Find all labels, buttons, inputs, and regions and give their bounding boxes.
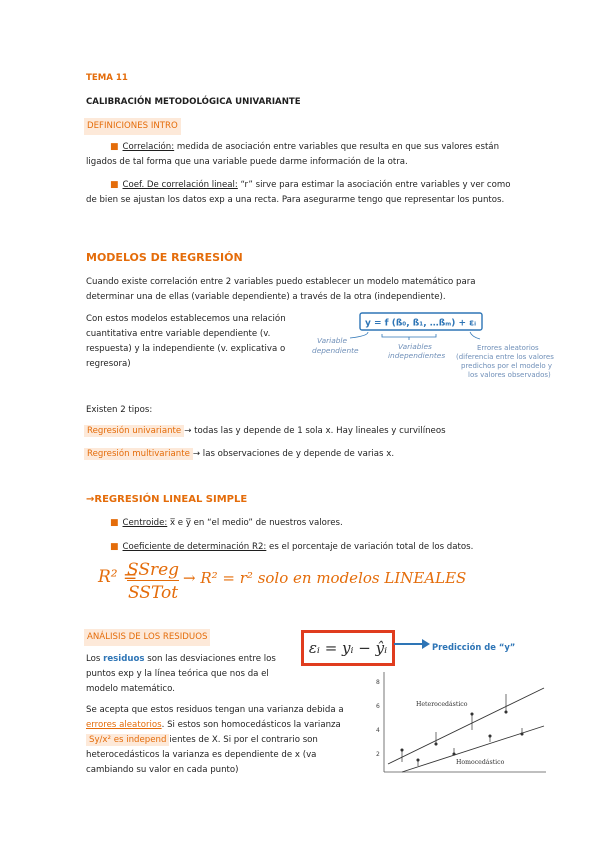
tipo-univariante: Regresión univariante → todas las y depende de 1 sola x. Hay lineales y curvilíneos bbox=[84, 424, 446, 439]
def-coef-correlacion: ■ Coef. De correlación lineal: “r” sirve para estimar la asociación entre variables y ver como de bien se ajustan los datos exp a una recta. Para asegurarme tengo que representar los puntos. bbox=[86, 180, 511, 205]
svg-text:Variable: Variable bbox=[317, 336, 348, 345]
residuos-heading: ANÁLISIS DE LOS RESIDUOS bbox=[84, 629, 210, 646]
handwritten-denominator: SSTot bbox=[127, 583, 179, 603]
plot-label-homo: Homocedástico bbox=[456, 759, 505, 766]
svg-text:dependiente: dependiente bbox=[312, 346, 359, 355]
page-title: CALIBRACIÓN METODOLÓGICA UNIVARIANTE bbox=[86, 97, 301, 107]
residuos-paragraph-2: Se acepta que estos residuos tengan una varianza debida a errores aleatorios. Si estos son homocedásticos la varianza Sy/x² es independ ientes de X. Si por el contrario son heterocedásticos la varianza es dependiente de x (va cambiando su valor en cada punto) bbox=[86, 705, 344, 775]
handwritten-r2-rhs: → R² = r² solo en modelos LINEALES bbox=[183, 569, 467, 587]
bullet-icon: ■ bbox=[110, 518, 119, 528]
modelos-paragraph-1: Cuando existe correlación entre 2 variables puedo establecer un modelo matemático para determinar una de ellas (variable dependiente) a través de la otra (independiente). bbox=[86, 277, 476, 302]
handwritten-numerator: SSreg bbox=[127, 560, 180, 580]
modelos-heading: MODELOS DE REGRESIÓN bbox=[86, 251, 243, 264]
tipos-intro: Existen 2 tipos: bbox=[86, 405, 153, 415]
svg-text:los valores observados): los valores observados) bbox=[468, 371, 551, 379]
plot-label-hetero: Heterocedástico bbox=[416, 701, 468, 708]
residual-plot bbox=[372, 668, 548, 776]
r2-item: ■ Coeficiente de determinación R2: es el porcentaje de variación total de los datos. bbox=[110, 542, 474, 552]
svg-text:4: 4 bbox=[376, 727, 380, 734]
svg-text:6: 6 bbox=[376, 703, 380, 710]
handwritten-r2-lhs: R² = bbox=[98, 567, 138, 587]
def-correlacion: ■ Correlación: medida de asociación entre variables que resulta en que sus valores están ligados de tal forma que una variable puede darme información de la otra. bbox=[86, 142, 500, 167]
model-formula-figure bbox=[310, 308, 570, 386]
bullet-icon: ■ bbox=[110, 142, 119, 152]
tema-label: TEMA 11 bbox=[86, 73, 128, 83]
lineal-heading: →REGRESIÓN LINEAL SIMPLE bbox=[86, 494, 248, 505]
definiciones-heading: DEFINICIONES INTRO bbox=[84, 118, 181, 135]
tipo-multivariante: Regresión multivariante → las observaciones de y depende de varias x. bbox=[84, 447, 394, 462]
bullet-icon: ■ bbox=[110, 542, 119, 552]
formula-equation: y = f (ß₀, ß₁, …ßₘ) + εᵢ bbox=[365, 318, 477, 329]
prediccion-label: Predicción de “y” bbox=[432, 642, 516, 652]
centroide-item: ■ Centroide: x̅ e y̅ en “el medio” de nuestros valores. bbox=[110, 518, 343, 528]
modelos-paragraph-2: Con estos modelos establecemos una relación cuantitativa entre variable dependiente (v. respuesta) y la independiente (v. explicativa o regresora) bbox=[86, 314, 286, 369]
arrow-right-icon bbox=[392, 637, 432, 651]
residuos-paragraph-1: Los residuos son las desviaciones entre los puntos exp y la línea teórica que nos da el modelo matemático. bbox=[86, 654, 276, 694]
svg-text:independientes: independientes bbox=[388, 351, 446, 360]
svg-text:predichos por el modelo y: predichos por el modelo y bbox=[461, 362, 553, 370]
svg-text:8: 8 bbox=[376, 679, 380, 686]
residual-equation: εᵢ = yᵢ − ŷᵢ bbox=[301, 630, 395, 666]
svg-text:(diferencia entre los valores: (diferencia entre los valores bbox=[456, 353, 554, 361]
svg-text:Variables: Variables bbox=[398, 342, 432, 351]
svg-text:2: 2 bbox=[376, 751, 380, 758]
svg-text:Errores aleatorios: Errores aleatorios bbox=[477, 344, 539, 352]
bullet-icon: ■ bbox=[110, 180, 119, 190]
